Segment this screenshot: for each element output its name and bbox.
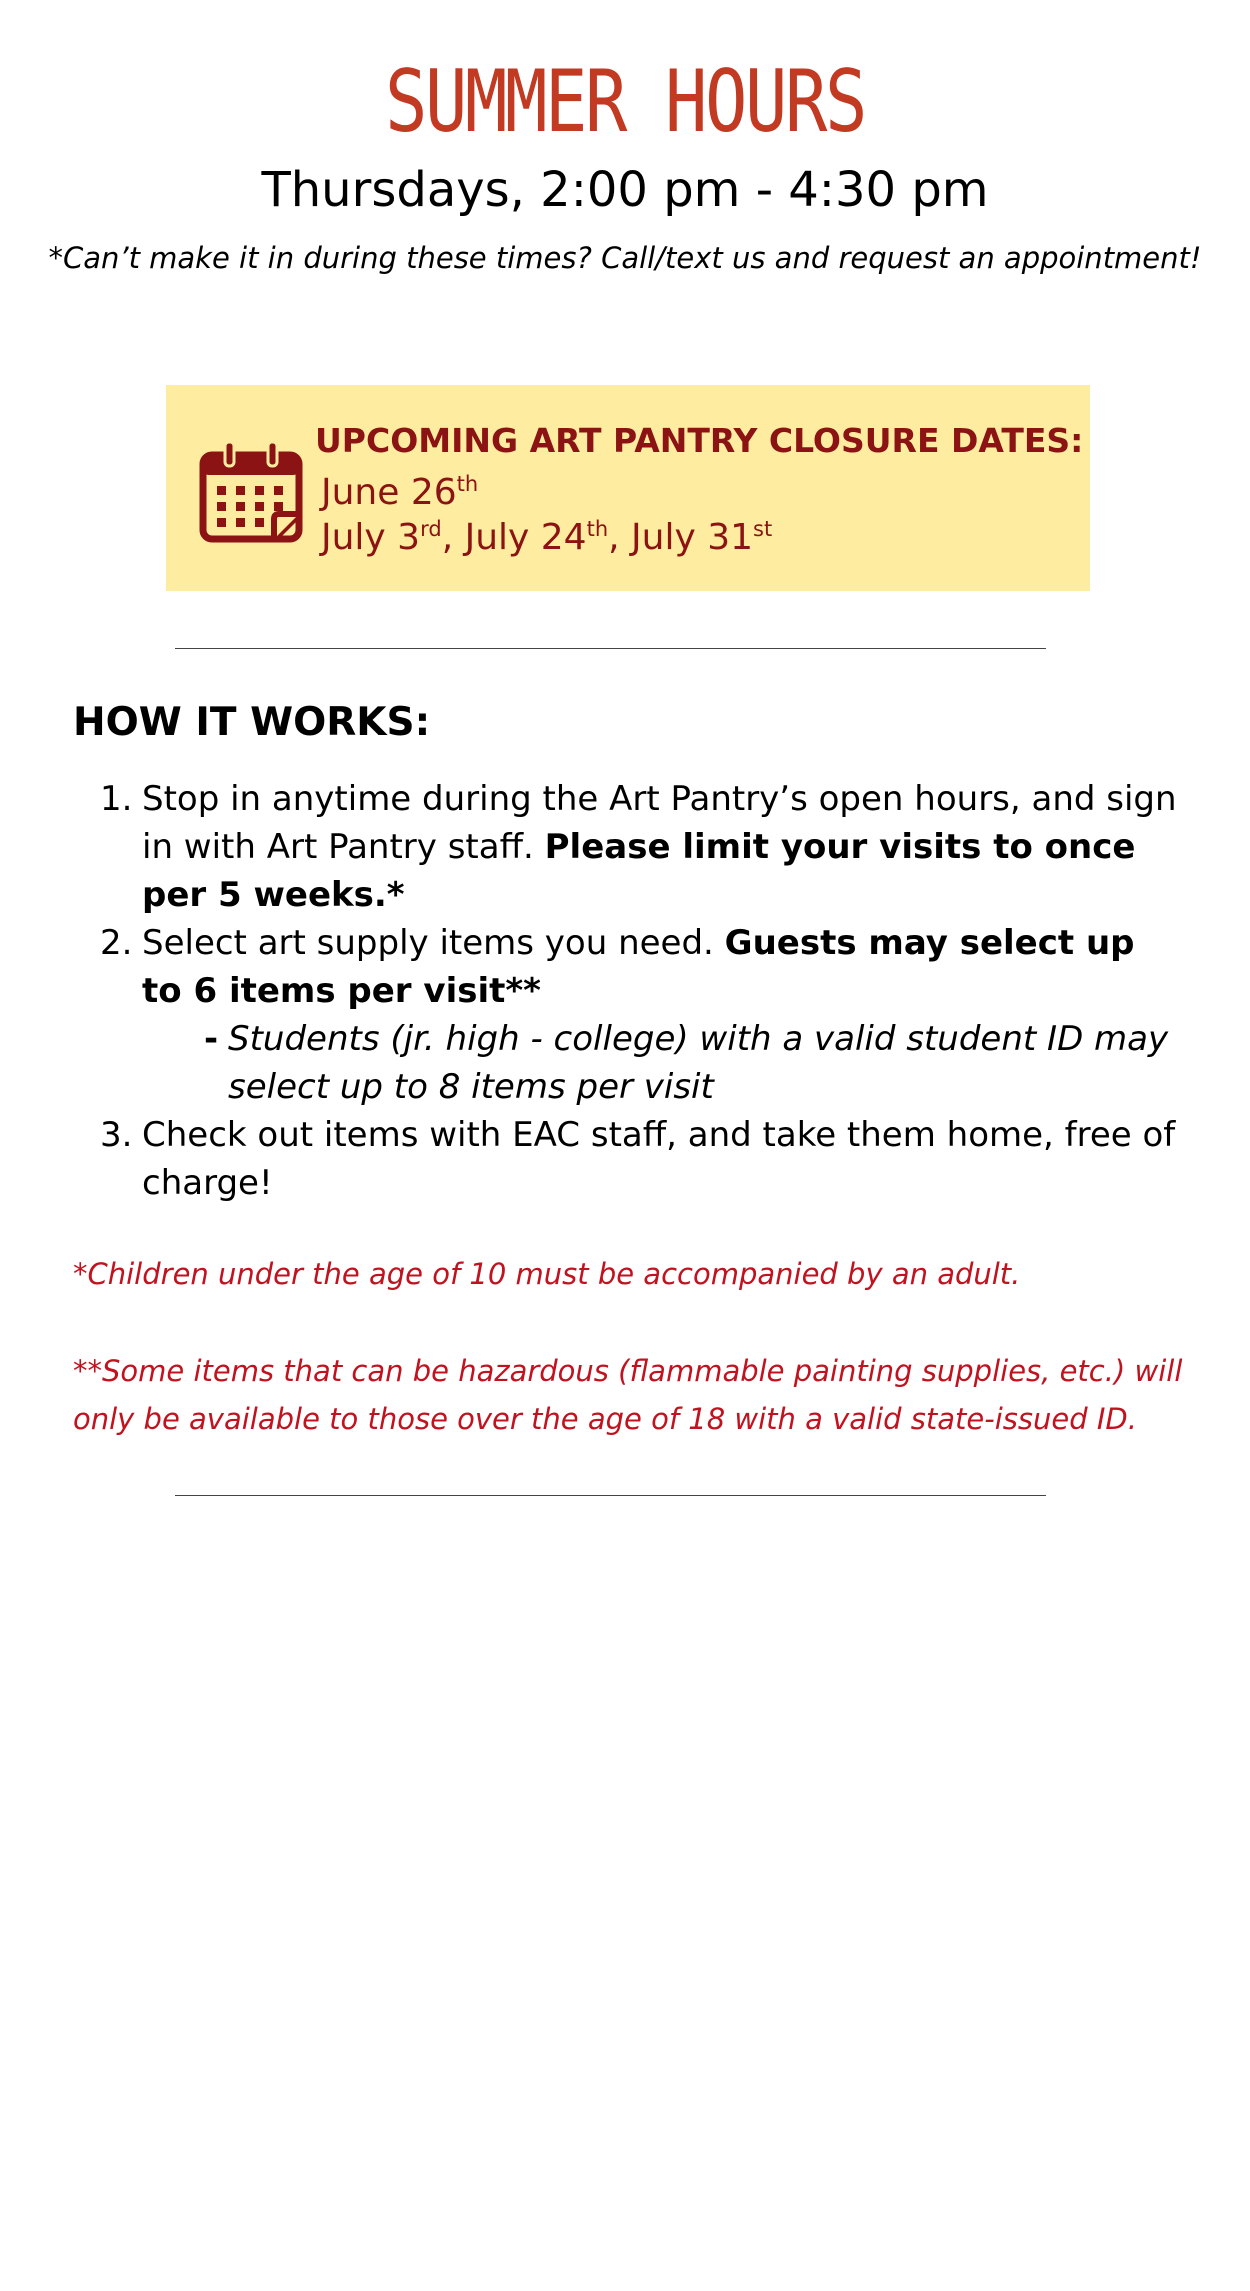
step-emphasis: Guests may select up to 6 items per visit**: [142, 923, 1135, 1011]
closure-date-line-1: [321, 471, 478, 515]
step-text: Stop in anytime during the Art Pantry’s open hours, and sign in with Art Pantry staff.: [142, 779, 1177, 867]
hazardous-footnote: **Some items that can be hazardous (flammable painting supplies, etc.) will only be available to those over the age of 18 with a valid state-issued ID.: [73, 1354, 1183, 1436]
closure-date: June 26: [321, 472, 457, 513]
step-emphasis: Please limit your visits to once per 5 weeks.*: [142, 827, 1136, 915]
date-separator: ,: [441, 517, 465, 558]
step-text: Check out items with EAC staff, and take them home, free of charge!: [142, 1115, 1176, 1203]
hours-text: Thursdays, 2:00 pm - 4:30 pm: [261, 162, 989, 218]
appointment-note: *Can’t make it in during these times? Call/text us and request an appointment!: [48, 241, 1202, 275]
sub-item-dash: -: [204, 1019, 219, 1059]
sub-item-text: Students (jr. high - college) with a valid student ID may select up to 8 items per visit: [228, 1019, 1169, 1107]
closure-date-suffix: th: [586, 517, 609, 541]
closure-date-suffix: th: [456, 472, 479, 496]
step-text: Select art supply items you need.: [142, 923, 725, 963]
step-number: 2.: [100, 923, 133, 963]
divider-top: [175, 648, 1046, 649]
closure-dates-box: [166, 385, 1090, 591]
date-separator: ,: [608, 517, 632, 558]
page-title: SUMMER HOURS: [385, 52, 865, 152]
closure-date: July 24: [464, 517, 587, 558]
how-it-works-heading: HOW IT WORKS:: [73, 700, 431, 745]
steps-list: [100, 775, 1180, 1207]
divider-bottom: [175, 1495, 1046, 1496]
step-2-sub-item: [100, 1015, 1180, 1111]
step-1: [100, 775, 1180, 919]
calendar-icon: [198, 439, 304, 545]
closure-date-suffix: st: [753, 517, 773, 541]
step-2: [100, 919, 1180, 1015]
step-number: 3.: [100, 1115, 133, 1155]
closure-date-line-2: [321, 516, 772, 560]
closure-date: July 31: [631, 517, 754, 558]
closure-date: July 3: [321, 517, 421, 558]
children-footnote: *Children under the age of 10 must be accompanied by an adult.: [73, 1257, 1021, 1291]
closure-heading: UPCOMING ART PANTRY CLOSURE DATES:: [315, 421, 1084, 460]
step-number: 1.: [100, 779, 133, 819]
closure-date-suffix: rd: [420, 517, 442, 541]
step-3: [100, 1111, 1180, 1207]
